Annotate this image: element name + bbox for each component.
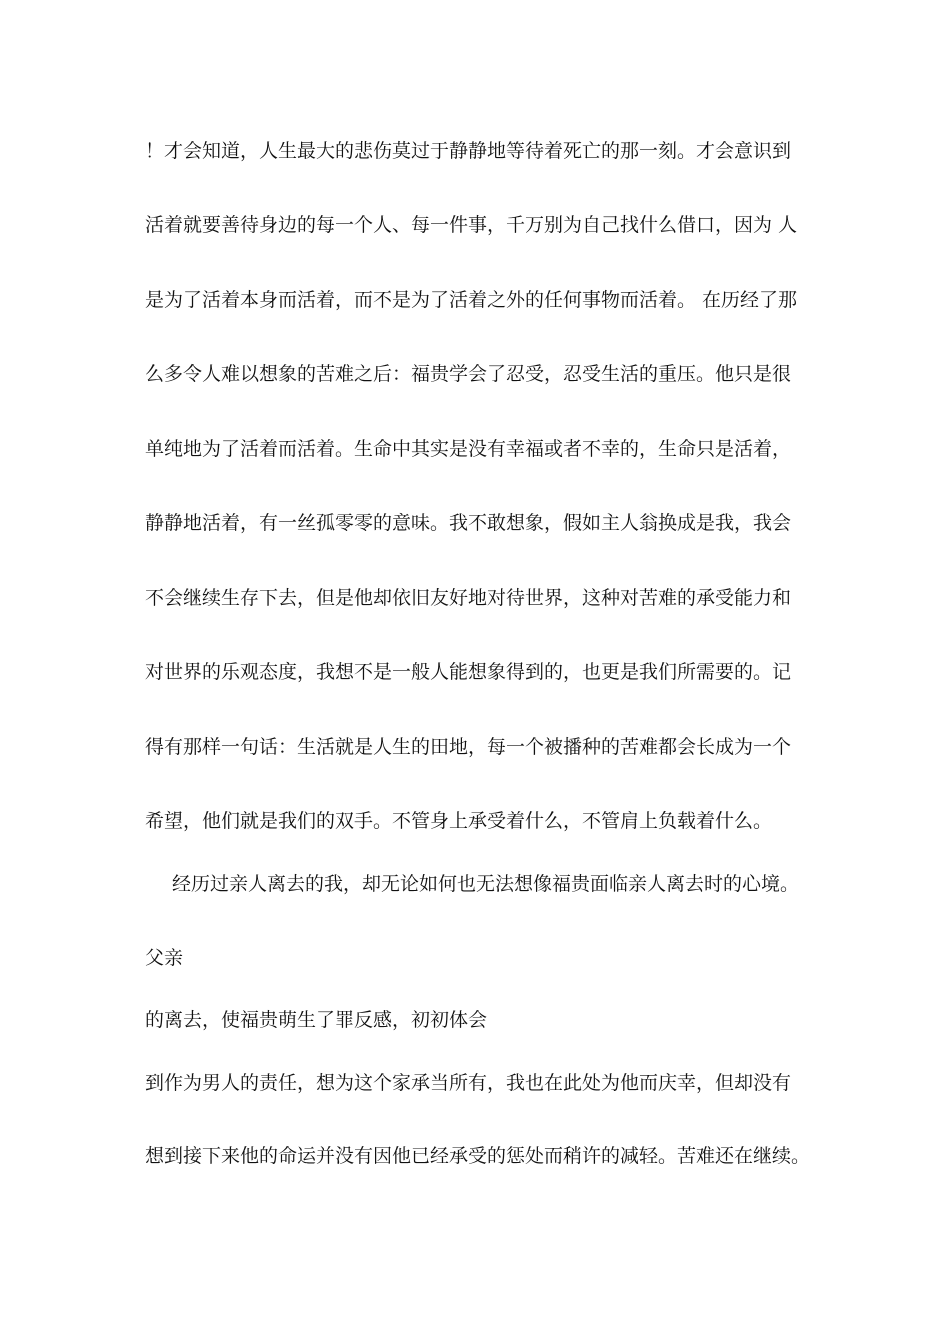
text-line: 活着就要善待身边的每一个人、每一件事，千万别为自己找什么借口，因为 人 bbox=[145, 214, 798, 236]
text-line: ！才会知道，人生最大的悲伤莫过于静静地等待着死亡的那一刻。才会意识到 bbox=[145, 140, 792, 162]
text-line: 希望，他们就是我们的双手。不管身上承受着什么，不管肩上负载着什么。 bbox=[145, 810, 773, 832]
text-line: 的离去，使福贵萌生了罪反感，初初体会 bbox=[145, 1009, 488, 1031]
text-line: 到作为男人的责任，想为这个家承当所有，我也在此处为他而庆幸，但却没有 bbox=[145, 1072, 792, 1094]
text-line: 得有那样一句话：生活就是人生的田地，每一个被播种的苦难都会长成为一个 bbox=[145, 736, 792, 758]
text-line: 不会继续生存下去，但是他却依旧友好地对待世界，这种对苦难的承受能力和 bbox=[145, 587, 792, 609]
text-line: 父亲 bbox=[145, 947, 184, 969]
paragraph-first-line: 经历过亲人离去的我，却无论如何也无法想像福贵面临亲人离去时的心境。 bbox=[172, 873, 800, 895]
text-line: 是为了活着本身而活着，而不是为了活着之外的任何事物而活着。 在历经了那 bbox=[145, 289, 798, 311]
text-line: 对世界的乐观态度，我想不是一般人能想象得到的，也更是我们所需要的。记 bbox=[145, 661, 792, 683]
text-line: 么多令人难以想象的苦难之后：福贵学会了忍受，忍受生活的重压。他只是很 bbox=[145, 363, 792, 385]
text-line: 想到接下来他的命运并没有因他已经承受的惩处而稍许的减轻。苦难还在继续。 bbox=[145, 1145, 811, 1167]
text-line: 单纯地为了活着而活着。生命中其实是没有幸福或者不幸的，生命只是活着， bbox=[145, 438, 792, 460]
text-line: 静静地活着，有一丝孤零零的意味。我不敢想象，假如主人翁换成是我，我会 bbox=[145, 512, 792, 534]
